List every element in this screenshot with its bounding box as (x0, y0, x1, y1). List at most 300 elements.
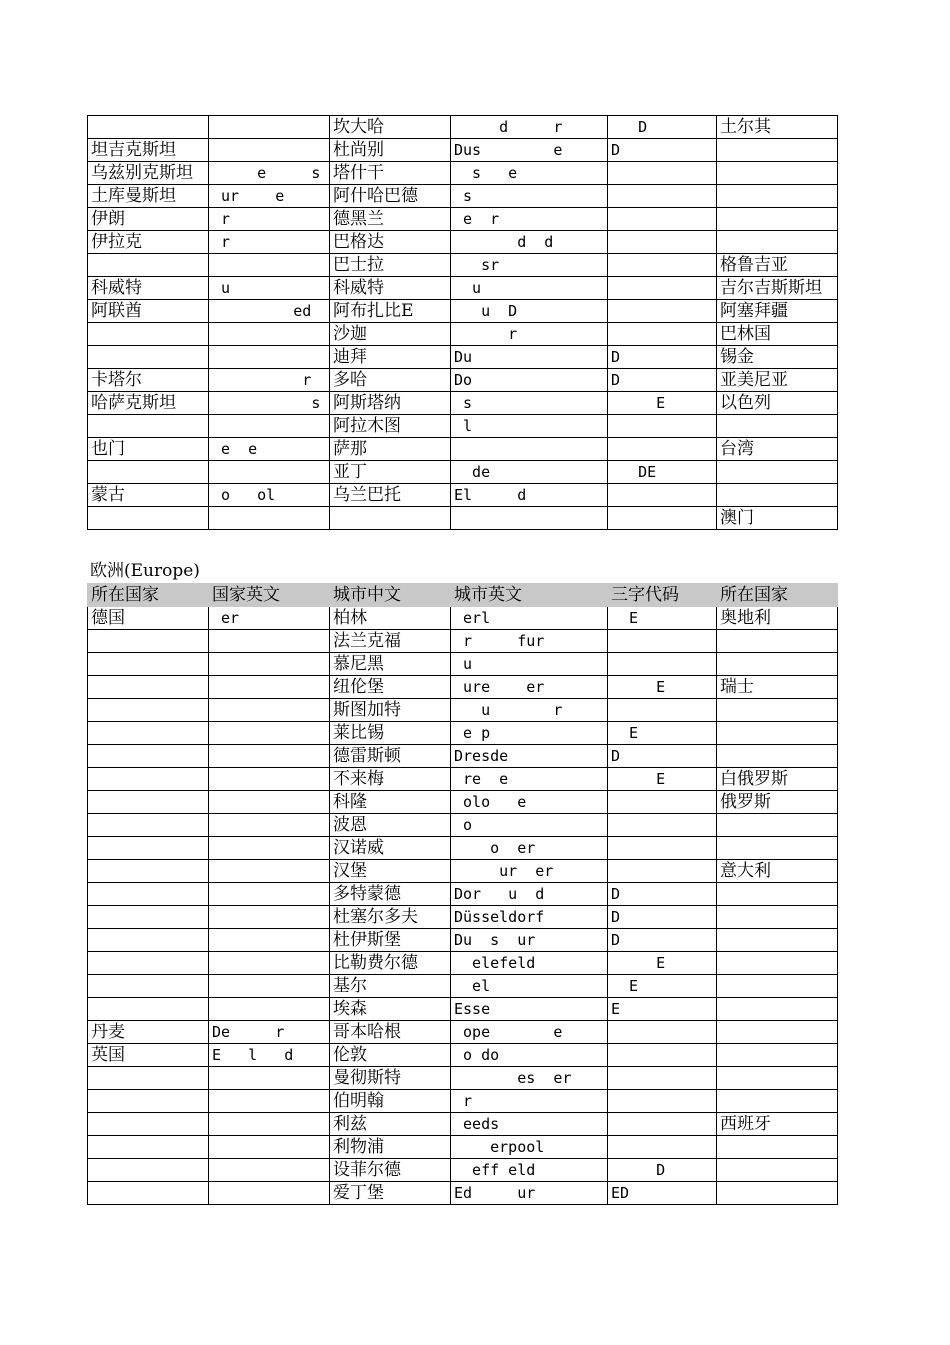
city-cn-cell: 汉堡 (330, 860, 451, 883)
country-en-cell (209, 722, 330, 745)
city-en-cell: u r (451, 699, 608, 722)
city-cn-cell: 比勒费尔德 (330, 952, 451, 975)
table-row (88, 1113, 838, 1136)
country-cn-cell: 卡塔尔 (88, 369, 209, 392)
country-en-cell (209, 883, 330, 906)
code-cell (608, 699, 717, 722)
country-en-cell (209, 1067, 330, 1090)
city-en-cell: es er (451, 1067, 608, 1090)
header-code: 三字代码 (608, 584, 717, 607)
country-cn-cell (88, 745, 209, 768)
header-country-en: 国家英文 (209, 584, 330, 607)
city-en-cell: elefeld (451, 952, 608, 975)
country-cn-cell (88, 791, 209, 814)
host-country-cell: 奥地利 (717, 607, 838, 630)
table-row (88, 277, 838, 300)
city-en-cell: ope e (451, 1021, 608, 1044)
city-en-cell: e r (451, 208, 608, 231)
table-row (88, 1090, 838, 1113)
table-row (88, 745, 838, 768)
code-cell (608, 1044, 717, 1067)
city-cn-cell: 沙迦 (330, 323, 451, 346)
code-cell (608, 860, 717, 883)
country-en-cell (209, 1090, 330, 1113)
city-cn-cell: 伦敦 (330, 1044, 451, 1067)
host-country-cell (717, 699, 838, 722)
table-row (88, 1044, 838, 1067)
city-en-cell: olo e (451, 791, 608, 814)
header-city-cn: 城市中文 (330, 584, 451, 607)
country-cn-cell: 阿联酋 (88, 300, 209, 323)
country-en-cell: o ol (209, 484, 330, 507)
country-cn-cell (88, 998, 209, 1021)
country-en-cell (209, 653, 330, 676)
host-country-cell (717, 461, 838, 484)
table-row (88, 952, 838, 975)
country-en-cell (209, 929, 330, 952)
city-en-cell: Du s ur (451, 929, 608, 952)
code-cell (608, 837, 717, 860)
city-en-cell: r (451, 323, 608, 346)
country-cn-cell: 坦吉克斯坦 (88, 139, 209, 162)
host-country-cell (717, 998, 838, 1021)
city-en-cell: eeds (451, 1113, 608, 1136)
city-cn-cell: 哥本哈根 (330, 1021, 451, 1044)
table-row (88, 185, 838, 208)
table-row (88, 116, 838, 139)
table-row (88, 791, 838, 814)
code-cell (608, 1136, 717, 1159)
city-en-cell: s (451, 185, 608, 208)
city-en-cell: sr (451, 254, 608, 277)
country-en-cell (209, 906, 330, 929)
host-country-cell (717, 1182, 838, 1205)
city-en-cell: d d (451, 231, 608, 254)
city-cn-cell: 德雷斯顿 (330, 745, 451, 768)
code-cell: D (608, 116, 717, 139)
country-en-cell (209, 507, 330, 530)
city-en-cell: e p (451, 722, 608, 745)
code-cell: E (608, 998, 717, 1021)
city-cn-cell: 爱丁堡 (330, 1182, 451, 1205)
code-cell: E (608, 768, 717, 791)
host-country-cell (717, 208, 838, 231)
country-en-cell (209, 346, 330, 369)
city-cn-cell: 设菲尔德 (330, 1159, 451, 1182)
city-en-cell: Dresde (451, 745, 608, 768)
city-cn-cell: 阿布扎比E (330, 300, 451, 323)
code-cell (608, 300, 717, 323)
table-row (88, 699, 838, 722)
country-cn-cell (88, 346, 209, 369)
table-row (88, 208, 838, 231)
header-city-en: 城市英文 (451, 584, 608, 607)
table-row (88, 906, 838, 929)
city-cn-cell: 科隆 (330, 791, 451, 814)
city-cn-cell: 杜伊斯堡 (330, 929, 451, 952)
table-row (88, 768, 838, 791)
country-cn-cell (88, 676, 209, 699)
city-en-cell (451, 507, 608, 530)
table-row (88, 507, 838, 530)
city-cn-cell: 慕尼黑 (330, 653, 451, 676)
city-en-cell: Ed ur (451, 1182, 608, 1205)
header-host-country: 所在国家 (717, 584, 838, 607)
city-cn-cell: 莱比锡 (330, 722, 451, 745)
city-en-cell: erpool (451, 1136, 608, 1159)
city-cn-cell: 萨那 (330, 438, 451, 461)
country-en-cell (209, 952, 330, 975)
code-cell: D (608, 139, 717, 162)
code-cell: D (608, 883, 717, 906)
country-en-cell (209, 814, 330, 837)
country-en-cell (209, 860, 330, 883)
country-en-cell: s (209, 392, 330, 415)
city-cn-cell: 波恩 (330, 814, 451, 837)
code-cell: E (608, 975, 717, 998)
table-row (88, 883, 838, 906)
country-en-cell (209, 791, 330, 814)
code-cell (608, 208, 717, 231)
city-cn-cell: 杜尚别 (330, 139, 451, 162)
table-row (88, 300, 838, 323)
table-row (88, 975, 838, 998)
city-en-cell: s e (451, 162, 608, 185)
country-en-cell (209, 1136, 330, 1159)
host-country-cell: 吉尔吉斯斯坦 (717, 277, 838, 300)
city-cn-cell: 阿斯塔纳 (330, 392, 451, 415)
host-country-cell: 俄罗斯 (717, 791, 838, 814)
host-country-cell (717, 814, 838, 837)
code-cell (608, 507, 717, 530)
city-en-cell: ure er (451, 676, 608, 699)
country-cn-cell: 蒙古 (88, 484, 209, 507)
country-en-cell: E l d (209, 1044, 330, 1067)
city-cn-cell: 斯图加特 (330, 699, 451, 722)
country-cn-cell: 德国 (88, 607, 209, 630)
country-cn-cell (88, 254, 209, 277)
code-cell: D (608, 929, 717, 952)
code-cell (608, 1090, 717, 1113)
europe-section-label: 欧洲(Europe) (90, 561, 200, 581)
country-cn-cell: 伊拉克 (88, 231, 209, 254)
host-country-cell (717, 630, 838, 653)
country-cn-cell: 哈萨克斯坦 (88, 392, 209, 415)
country-cn-cell (88, 507, 209, 530)
code-cell: E (608, 392, 717, 415)
city-en-cell: u (451, 277, 608, 300)
country-cn-cell: 英国 (88, 1044, 209, 1067)
city-en-cell: Dor u d (451, 883, 608, 906)
header-country-cn: 所在国家 (88, 584, 209, 607)
code-cell (608, 185, 717, 208)
city-en-cell: Esse (451, 998, 608, 1021)
country-en-cell: er (209, 607, 330, 630)
table-row (88, 1136, 838, 1159)
code-cell: ED (608, 1182, 717, 1205)
europe-header-row (88, 584, 838, 607)
host-country-cell (717, 1090, 838, 1113)
country-cn-cell: 土库曼斯坦 (88, 185, 209, 208)
table-row (88, 814, 838, 837)
country-cn-cell (88, 906, 209, 929)
city-en-cell: s (451, 392, 608, 415)
country-cn-cell: 乌兹别克斯坦 (88, 162, 209, 185)
table-row (88, 461, 838, 484)
table-row (88, 323, 838, 346)
asia-city-table (87, 115, 838, 530)
code-cell: D (608, 369, 717, 392)
code-cell: D (608, 346, 717, 369)
host-country-cell (717, 883, 838, 906)
country-cn-cell (88, 1159, 209, 1182)
country-en-cell: De r (209, 1021, 330, 1044)
host-country-cell (717, 162, 838, 185)
host-country-cell (717, 185, 838, 208)
host-country-cell: 锡金 (717, 346, 838, 369)
city-cn-cell: 伯明翰 (330, 1090, 451, 1113)
host-country-cell (717, 139, 838, 162)
country-en-cell (209, 630, 330, 653)
city-cn-cell: 不来梅 (330, 768, 451, 791)
city-en-cell: l (451, 415, 608, 438)
table-row (88, 929, 838, 952)
city-cn-cell: 巴格达 (330, 231, 451, 254)
country-en-cell (209, 768, 330, 791)
code-cell (608, 277, 717, 300)
city-cn-cell: 迪拜 (330, 346, 451, 369)
country-en-cell: e e (209, 438, 330, 461)
city-en-cell: erl (451, 607, 608, 630)
city-en-cell: d r (451, 116, 608, 139)
country-en-cell: ed (209, 300, 330, 323)
country-cn-cell (88, 952, 209, 975)
country-en-cell: r (209, 369, 330, 392)
table-row (88, 438, 838, 461)
country-cn-cell (88, 1136, 209, 1159)
table-row (88, 860, 838, 883)
host-country-cell: 台湾 (717, 438, 838, 461)
table-row (88, 369, 838, 392)
host-country-cell: 澳门 (717, 507, 838, 530)
city-en-cell: r (451, 1090, 608, 1113)
host-country-cell (717, 906, 838, 929)
country-cn-cell (88, 1090, 209, 1113)
host-country-cell (717, 952, 838, 975)
code-cell (608, 791, 717, 814)
city-en-cell: Düsseldorf (451, 906, 608, 929)
city-en-cell: re e (451, 768, 608, 791)
code-cell: D (608, 906, 717, 929)
table-row (88, 392, 838, 415)
city-cn-cell: 曼彻斯特 (330, 1067, 451, 1090)
country-cn-cell (88, 768, 209, 791)
city-cn-cell: 杜塞尔多夫 (330, 906, 451, 929)
country-en-cell (209, 676, 330, 699)
city-cn-cell: 阿拉木图 (330, 415, 451, 438)
table-row (88, 415, 838, 438)
country-en-cell: e s (209, 162, 330, 185)
city-cn-cell: 科威特 (330, 277, 451, 300)
code-cell: E (608, 607, 717, 630)
table-row (88, 346, 838, 369)
country-en-cell (209, 1159, 330, 1182)
table-row (88, 1021, 838, 1044)
city-cn-cell: 纽伦堡 (330, 676, 451, 699)
country-en-cell (209, 975, 330, 998)
host-country-cell (717, 415, 838, 438)
table-row (88, 837, 838, 860)
country-en-cell: r (209, 231, 330, 254)
code-cell: E (608, 676, 717, 699)
city-en-cell: de (451, 461, 608, 484)
country-cn-cell (88, 653, 209, 676)
code-cell: D (608, 1159, 717, 1182)
city-en-cell: o (451, 814, 608, 837)
city-cn-cell: 基尔 (330, 975, 451, 998)
country-cn-cell (88, 630, 209, 653)
city-cn-cell: 利兹 (330, 1113, 451, 1136)
host-country-cell (717, 653, 838, 676)
country-en-cell (209, 254, 330, 277)
country-en-cell: u (209, 277, 330, 300)
host-country-cell: 意大利 (717, 860, 838, 883)
country-cn-cell (88, 415, 209, 438)
country-en-cell (209, 699, 330, 722)
code-cell (608, 653, 717, 676)
table-row (88, 1182, 838, 1205)
city-cn-cell: 乌兰巴托 (330, 484, 451, 507)
host-country-cell (717, 1067, 838, 1090)
code-cell (608, 630, 717, 653)
city-cn-cell: 德黑兰 (330, 208, 451, 231)
code-cell (608, 231, 717, 254)
table-row (88, 607, 838, 630)
country-en-cell (209, 998, 330, 1021)
city-cn-cell: 汉诺威 (330, 837, 451, 860)
city-en-cell: r fur (451, 630, 608, 653)
table-row (88, 1067, 838, 1090)
code-cell: D (608, 745, 717, 768)
city-cn-cell: 坎大哈 (330, 116, 451, 139)
country-en-cell (209, 461, 330, 484)
country-en-cell (209, 745, 330, 768)
city-cn-cell: 多特蒙德 (330, 883, 451, 906)
code-cell: E (608, 952, 717, 975)
country-cn-cell (88, 860, 209, 883)
table-row (88, 1159, 838, 1182)
city-en-cell: u D (451, 300, 608, 323)
city-cn-cell: 亚丁 (330, 461, 451, 484)
host-country-cell (717, 745, 838, 768)
city-en-cell: o do (451, 1044, 608, 1067)
host-country-cell: 土尔其 (717, 116, 838, 139)
host-country-cell (717, 837, 838, 860)
country-cn-cell: 科威特 (88, 277, 209, 300)
city-en-cell: El d (451, 484, 608, 507)
table-row (88, 998, 838, 1021)
country-cn-cell: 伊朗 (88, 208, 209, 231)
country-en-cell (209, 323, 330, 346)
city-cn-cell: 巴士拉 (330, 254, 451, 277)
code-cell: E (608, 722, 717, 745)
city-cn-cell: 阿什哈巴德 (330, 185, 451, 208)
city-cn-cell: 塔什干 (330, 162, 451, 185)
table-row (88, 231, 838, 254)
host-country-cell: 阿塞拜疆 (717, 300, 838, 323)
country-cn-cell (88, 814, 209, 837)
city-en-cell: eff eld (451, 1159, 608, 1182)
table-row (88, 676, 838, 699)
city-en-cell: u (451, 653, 608, 676)
host-country-cell: 瑞士 (717, 676, 838, 699)
country-cn-cell (88, 1113, 209, 1136)
country-cn-cell (88, 1182, 209, 1205)
city-cn-cell: 柏林 (330, 607, 451, 630)
host-country-cell (717, 484, 838, 507)
city-cn-cell: 法兰克福 (330, 630, 451, 653)
host-country-cell (717, 231, 838, 254)
host-country-cell (717, 1159, 838, 1182)
table-row (88, 162, 838, 185)
host-country-cell (717, 1021, 838, 1044)
country-en-cell: r (209, 208, 330, 231)
city-en-cell: Dus e (451, 139, 608, 162)
table-row (88, 139, 838, 162)
country-cn-cell (88, 116, 209, 139)
europe-city-table (87, 583, 838, 1205)
city-cn-cell (330, 507, 451, 530)
country-cn-cell: 丹麦 (88, 1021, 209, 1044)
code-cell (608, 814, 717, 837)
table-row (88, 484, 838, 507)
city-cn-cell: 埃森 (330, 998, 451, 1021)
host-country-cell: 格鲁吉亚 (717, 254, 838, 277)
host-country-cell: 亚美尼亚 (717, 369, 838, 392)
table-row (88, 630, 838, 653)
city-en-cell: ur er (451, 860, 608, 883)
country-en-cell (209, 415, 330, 438)
city-en-cell: el (451, 975, 608, 998)
country-cn-cell (88, 883, 209, 906)
city-cn-cell: 利物浦 (330, 1136, 451, 1159)
host-country-cell (717, 975, 838, 998)
code-cell (608, 162, 717, 185)
country-cn-cell (88, 699, 209, 722)
country-cn-cell (88, 975, 209, 998)
country-en-cell (209, 139, 330, 162)
table-row (88, 254, 838, 277)
host-country-cell: 白俄罗斯 (717, 768, 838, 791)
country-cn-cell (88, 323, 209, 346)
table-row (88, 722, 838, 745)
code-cell (608, 438, 717, 461)
country-en-cell (209, 1113, 330, 1136)
city-en-cell: o er (451, 837, 608, 860)
host-country-cell: 巴林国 (717, 323, 838, 346)
country-cn-cell (88, 837, 209, 860)
country-en-cell (209, 1182, 330, 1205)
code-cell (608, 415, 717, 438)
host-country-cell (717, 1044, 838, 1067)
host-country-cell (717, 722, 838, 745)
code-cell (608, 323, 717, 346)
city-en-cell: Do (451, 369, 608, 392)
country-cn-cell (88, 722, 209, 745)
code-cell (608, 1067, 717, 1090)
country-cn-cell (88, 929, 209, 952)
host-country-cell (717, 1136, 838, 1159)
